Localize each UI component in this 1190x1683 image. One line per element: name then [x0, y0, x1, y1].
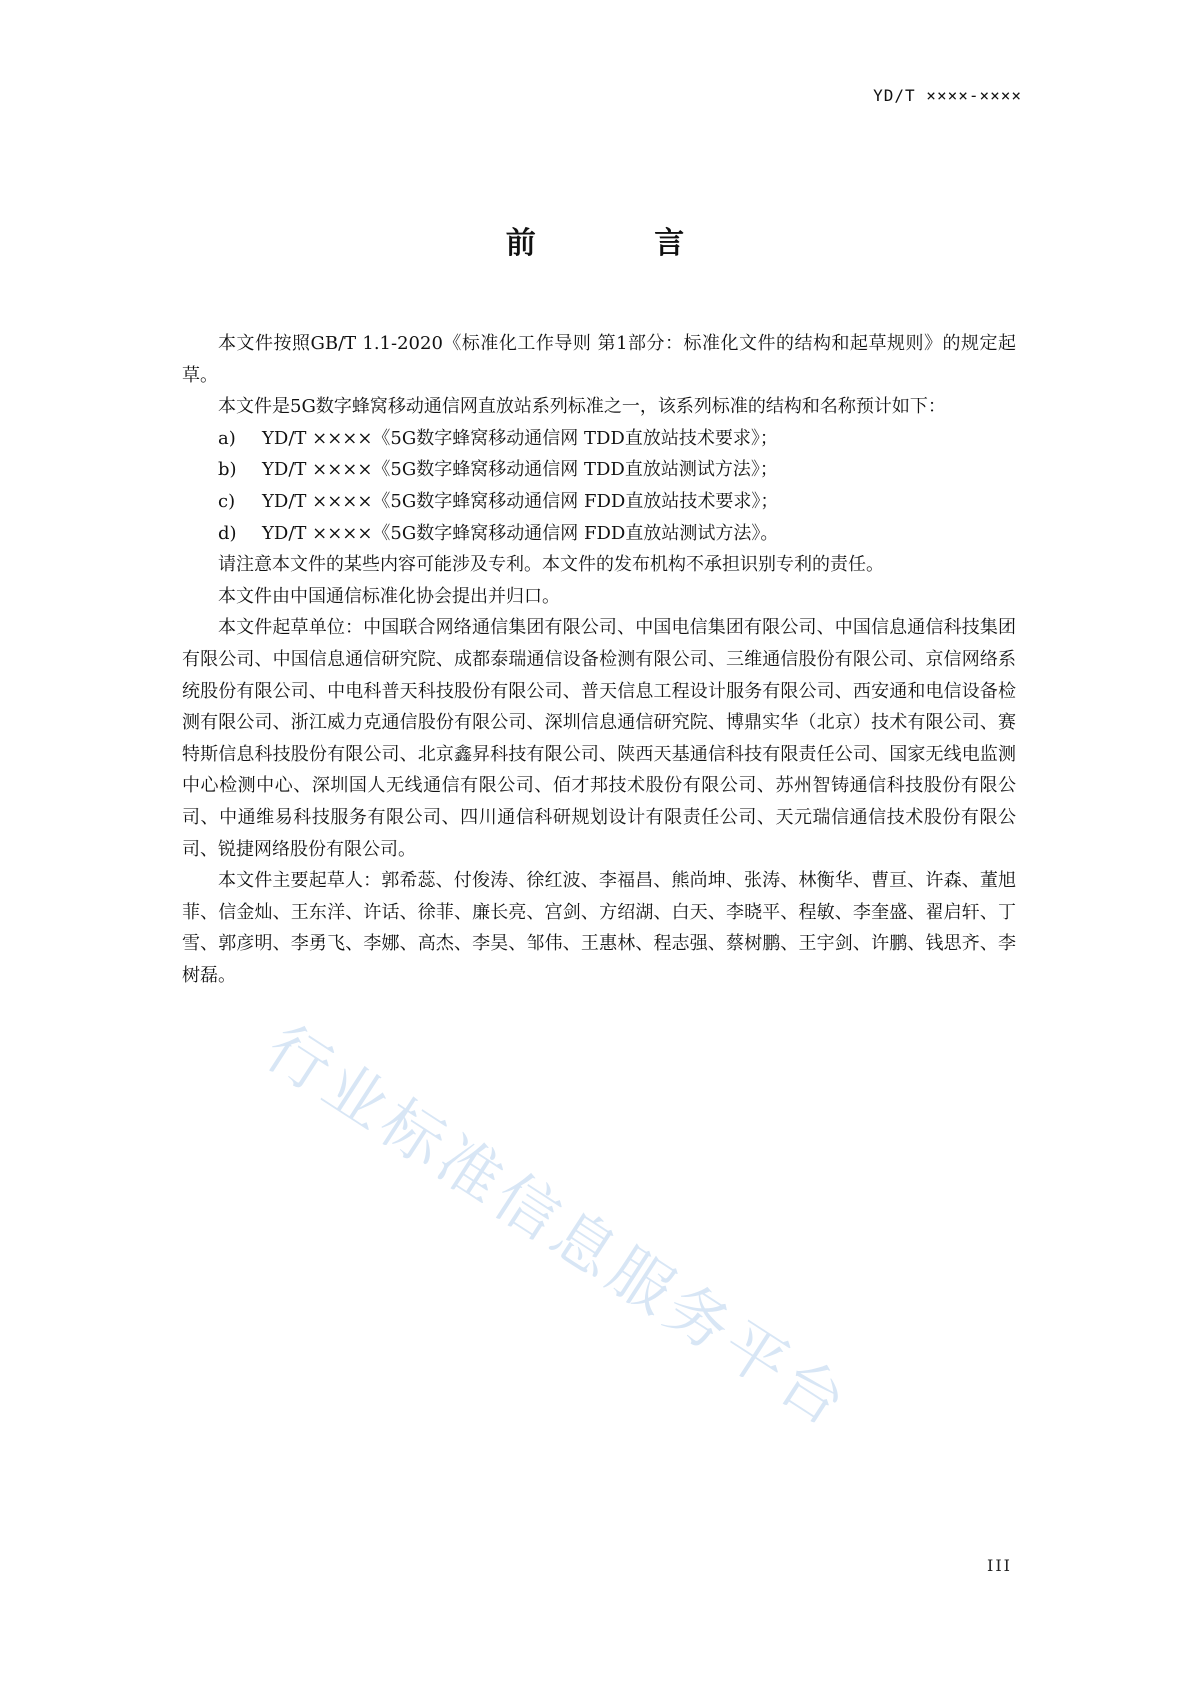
- list-item-text: YD/T ××××《5G数字蜂窝移动通信网 FDD直放站技术要求》；: [262, 490, 779, 512]
- series-list: [182, 423, 1016, 549]
- paragraph-proposer: 本文件由中国通信标准化协会提出并归口。: [218, 585, 560, 607]
- list-item-text: YD/T ××××《5G数字蜂窝移动通信网 TDD直放站测试方法》；: [262, 459, 778, 481]
- paragraph-drafting-rules: 本文件按照GB/T 1.1-2020《标准化工作导则 第1部分：标准化文件的结构和起草规则》的规定起草。: [182, 333, 1016, 386]
- list-item: [182, 518, 1016, 550]
- list-item: [182, 486, 1016, 518]
- paragraph-drafters: 本文件主要起草人：郭希蕊、付俊涛、徐红波、李福昌、熊尚坤、张涛、林衡华、曹亘、许森、董旭菲、信金灿、王东洋、许话、徐菲、廉长亮、宫剑、方绍湖、白天、李晓平、程敏、李奎盛、翟启轩、丁雪、郭彦明、李勇飞、李娜、高杰、李昊、邹伟、王惠林、程志强、蔡树鹏、王宇剑、许鹏、钱思齐、李树磊。: [182, 870, 1016, 986]
- document-code: YD/T ××××-××××: [873, 86, 1022, 105]
- list-item: [182, 454, 1016, 486]
- watermark: 行业标准信息服务平台: [253, 1010, 864, 1443]
- paragraph-drafting-units: 本文件起草单位：中国联合网络通信集团有限公司、中国电信集团有限公司、中国信息通信科技集团有限公司、中国信息通信研究院、成都泰瑞通信设备检测有限公司、三维通信股份有限公司、京信网络系统股份有限公司、中电科普天科技股份有限公司、普天信息工程设计服务有限公司、西安通和电信设备检测有限公司、浙江威力克通信股份有限公司、深圳信息通信研究院、博鼎实华（北京）技术有限公司、赛特斯信息科技股份有限公司、北京鑫昇科技有限公司、陕西天基通信科技有限责任公司、国家无线电监测中心检测中心、深圳国人无线通信有限公司、佰才邦技术股份有限公司、苏州智铸通信科技股份有限公司、中通维易科技服务有限公司、四川通信科研规划设计有限责任公司、天元瑞信通信技术股份有限公司、锐捷网络股份有限公司。: [182, 617, 1016, 860]
- page-title: 前 言: [505, 226, 739, 261]
- list-item: [182, 423, 1016, 455]
- paragraph-patent-notice: 请注意本文件的某些内容可能涉及专利。本文件的发布机构不承担识别专利的责任。: [218, 554, 884, 576]
- list-marker: d): [218, 522, 237, 544]
- paragraph-series-intro: 本文件是5G数字蜂窝移动通信网直放站系列标准之一，该系列标准的结构和名称预计如下：: [218, 396, 946, 418]
- page-number: III: [987, 1556, 1012, 1575]
- foreword-body: [182, 328, 1016, 991]
- list-marker: a): [218, 427, 236, 449]
- list-item-text: YD/T ××××《5G数字蜂窝移动通信网 TDD直放站技术要求》；: [262, 427, 778, 449]
- list-marker: b): [218, 459, 237, 481]
- list-marker: c): [218, 490, 236, 512]
- list-item-text: YD/T ××××《5G数字蜂窝移动通信网 FDD直放站测试方法》。: [262, 522, 779, 544]
